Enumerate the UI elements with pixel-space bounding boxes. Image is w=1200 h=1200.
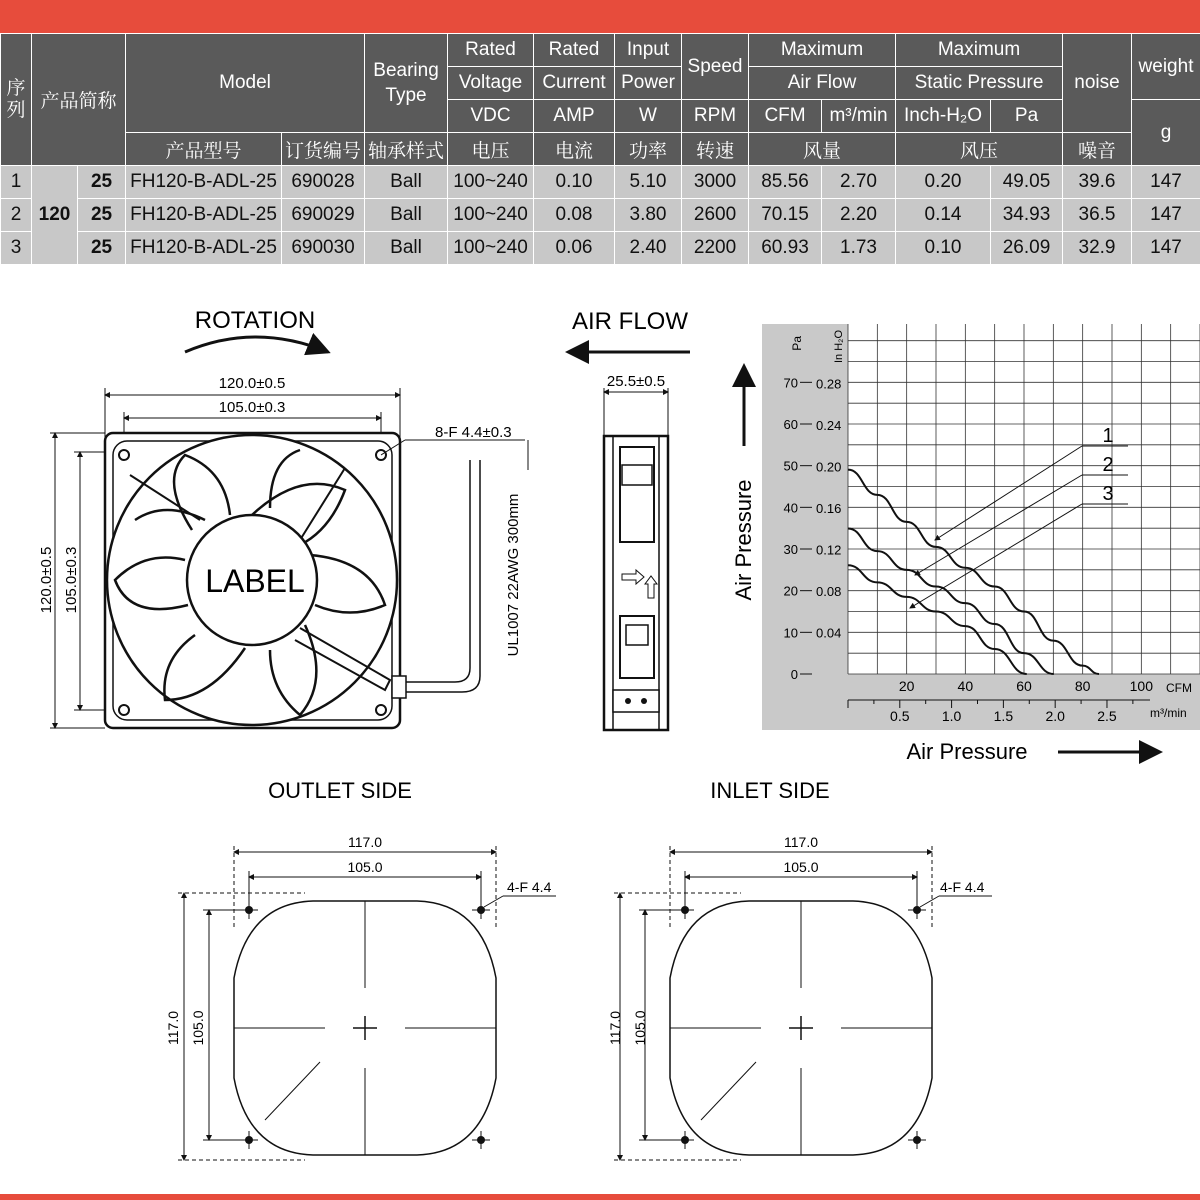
pa-tick-label: 50 (783, 458, 798, 474)
cell-current: 0.06 (534, 232, 615, 265)
cell-power: 5.10 (615, 166, 682, 199)
cell-thick: 25 (78, 199, 126, 232)
cfm-tick-label: 60 (1016, 678, 1032, 694)
hdr-name-cn: 产品简称 (32, 34, 126, 166)
inlet-dim-hole-height: 105.0 (632, 1010, 648, 1046)
screw-icon (641, 698, 647, 704)
hdr-max-airflow: Maximum (749, 34, 896, 67)
hdr-model-cn: 产品型号 (126, 133, 282, 166)
cell-order: 690028 (282, 166, 365, 199)
inlet-title: INLET SIDE (710, 778, 830, 803)
hdr-max-pressure: Maximum (896, 34, 1063, 67)
curve-label-1: 1 (1102, 425, 1114, 447)
hdr-rated-2: Rated (534, 34, 615, 67)
cfm-tick-label: 100 (1129, 678, 1154, 694)
outlet-holes-note: 4-F 4.4 (507, 879, 552, 895)
inlet-holes-note: 4-F 4.4 (940, 879, 985, 895)
front-view (38, 307, 528, 728)
cell-power: 2.40 (615, 232, 682, 265)
hdr-speed-cn: 转速 (682, 133, 749, 166)
hdr-weight: weight (1132, 34, 1200, 100)
side-view (568, 308, 690, 730)
hdr-air-flow: Air Flow (749, 67, 896, 100)
outlet-dim-hole-height: 105.0 (190, 1010, 206, 1046)
hdr-model: Model (126, 34, 365, 133)
cell-model: FH120-B-ADL-25 (126, 166, 282, 199)
hdr-speed: Speed (682, 34, 749, 100)
hdr-g: g (1132, 100, 1200, 166)
m3-tick-label: 2.0 (1045, 708, 1065, 724)
airflow-label: AIR FLOW (571, 308, 689, 335)
hdr-noise: noise (1063, 34, 1132, 133)
mount-hole-icon (119, 450, 129, 460)
pa-tick-label: 30 (783, 542, 798, 557)
cell-m3: 1.73 (822, 232, 896, 265)
cell-order: 690029 (282, 199, 365, 232)
cell-noise: 32.9 (1063, 232, 1132, 265)
hdr-w: W (615, 100, 682, 133)
hdr-m3min: m³/min (822, 100, 896, 133)
cable-wire (392, 460, 480, 692)
hdr-order-cn: 订货编号 (282, 133, 365, 166)
cfm-tick-label: 40 (957, 678, 974, 694)
cell-weight: 147 (1132, 232, 1200, 265)
unit-m3min: m³/min (1150, 706, 1187, 720)
hdr-rpm: RPM (682, 100, 749, 133)
cell-weight: 147 (1132, 199, 1200, 232)
hdr-cfm: CFM (749, 100, 822, 133)
curve-label-3: 3 (1102, 483, 1114, 505)
dim-thickness: 25.5±0.5 (606, 373, 666, 390)
cell-m3: 2.70 (822, 166, 896, 199)
cell-cfm: 60.93 (749, 232, 822, 265)
cell-model: FH120-B-ADL-25 (126, 232, 282, 265)
hdr-voltage-cn: 电压 (448, 133, 534, 166)
bottom-accent-bar (0, 1194, 1200, 1200)
hdr-current: Current (534, 67, 615, 100)
cell-current: 0.08 (534, 199, 615, 232)
cell-noise: 36.5 (1063, 199, 1132, 232)
hdr-voltage: Voltage (448, 67, 534, 100)
cable-wire (392, 460, 470, 682)
hdr-current-cn: 电流 (534, 133, 615, 166)
cell-bearing: Ball (365, 166, 448, 199)
hub-label: LABEL (205, 563, 305, 599)
m3-tick-label: 2.5 (1097, 708, 1117, 724)
hdr-rated-1: Rated (448, 34, 534, 67)
m3-tick-label: 1.0 (941, 708, 962, 724)
hdr-bearing: Bearing Type (365, 34, 448, 133)
rotation-arrow-icon (185, 337, 328, 352)
cell-cfm: 85.56 (749, 166, 822, 199)
cable-grommet (392, 676, 406, 698)
cell-bearing: Ball (365, 199, 448, 232)
unit-cfm: CFM (1166, 681, 1192, 695)
cell-speed: 2600 (682, 199, 749, 232)
cell-noise: 39.6 (1063, 166, 1132, 199)
outlet-dim-hole-width: 105.0 (347, 859, 383, 875)
cell-model: FH120-B-ADL-25 (126, 199, 282, 232)
cell-voltage: 100~240 (448, 166, 534, 199)
cell-inch: 0.20 (896, 166, 991, 199)
inlet-dim-height: 117.0 (607, 1011, 623, 1045)
hdr-bearing-cn: 轴承样式 (365, 133, 448, 166)
leader-line (484, 896, 503, 907)
inh2o-tick-label: 0.28 (816, 376, 842, 392)
cell-current: 0.10 (534, 166, 615, 199)
hdr-vdc: VDC (448, 100, 534, 133)
pa-tick-label: 20 (783, 583, 798, 599)
outlet-title: OUTLET SIDE (268, 778, 412, 803)
inh2o-tick-label: 0.24 (816, 417, 842, 433)
hdr-input: Input (615, 34, 682, 67)
cable-note: UL1007 22AWG 300mm (505, 493, 522, 657)
outlet-dim-width: 117.0 (348, 834, 382, 850)
inlet-dim-hole-width: 105.0 (783, 859, 819, 875)
inh2o-tick-label: 0.08 (816, 583, 842, 599)
hdr-pressure-cn: 风压 (896, 133, 1063, 166)
m3-tick-label: 1.5 (993, 708, 1014, 724)
hdr-seq: 序列 (1, 34, 32, 166)
hdr-power-cn: 功率 (615, 133, 682, 166)
cell-power: 3.80 (615, 199, 682, 232)
dim-outer-width: 120.0±0.5 (218, 375, 286, 392)
cell-voltage: 100~240 (448, 232, 534, 265)
m3-tick-label: 0.5 (890, 708, 910, 724)
pa-tick-label: 10 (783, 625, 798, 641)
hdr-power: Power (615, 67, 682, 100)
mount-hole-icon (376, 705, 386, 715)
inh2o-tick-label: 0.16 (816, 500, 842, 516)
cell-voltage: 100~240 (448, 199, 534, 232)
cell-speed: 3000 (682, 166, 749, 199)
inh2o-tick-label: 0.12 (816, 542, 842, 558)
cell-order: 690030 (282, 232, 365, 265)
pa-tick-label: 70 (783, 375, 798, 391)
cell-seq: 1 (1, 166, 32, 199)
cell-inch: 0.14 (896, 199, 991, 232)
hdr-noise-cn: 噪音 (1063, 133, 1132, 166)
curve-label-2: 2 (1102, 454, 1114, 476)
unit-pa: Pa (790, 336, 804, 351)
cell-speed: 2200 (682, 232, 749, 265)
hdr-static-pressure: Static Pressure (896, 67, 1063, 100)
screw-icon (625, 698, 631, 704)
cell-size: 120 (32, 166, 78, 265)
cell-cfm: 70.15 (749, 199, 822, 232)
mount-hole-icon (119, 705, 129, 715)
pq-chart (731, 324, 1200, 764)
dim-outer-height: 120.0±0.5 (38, 546, 55, 614)
pa-tick-label: 0 (790, 667, 798, 682)
leader-line (920, 896, 939, 907)
hdr-pa: Pa (991, 100, 1063, 133)
dim-hole-width: 105.0±0.3 (218, 399, 286, 416)
cell-seq: 3 (1, 232, 32, 265)
hdr-inch-h2o: Inch-H₂O (896, 100, 991, 133)
cell-m3: 2.20 (822, 199, 896, 232)
pa-tick-label: 40 (783, 500, 798, 516)
cfm-tick-label: 20 (898, 678, 915, 694)
cfm-tick-label: 80 (1074, 678, 1091, 694)
side-connector (613, 690, 659, 712)
outlet-view (165, 778, 556, 1160)
outlet-dim-height: 117.0 (165, 1011, 181, 1045)
cell-seq: 2 (1, 199, 32, 232)
cell-bearing: Ball (365, 232, 448, 265)
cell-inch: 0.10 (896, 232, 991, 265)
inlet-view (607, 778, 992, 1160)
rotation-label: ROTATION (194, 307, 316, 334)
y-axis-label: Air Pressure (731, 479, 756, 601)
cell-thick: 25 (78, 166, 126, 199)
inh2o-tick-label: 0.20 (816, 459, 842, 475)
pa-tick-label: 60 (783, 417, 798, 432)
cell-thick: 25 (78, 232, 126, 265)
cell-weight: 147 (1132, 166, 1200, 199)
inlet-dim-width: 117.0 (784, 834, 818, 850)
cell-pa: 34.93 (991, 199, 1063, 232)
cell-pa: 49.05 (991, 166, 1063, 199)
unit-inh2o: In H₂O (833, 330, 845, 363)
dim-hole-height: 105.0±0.3 (63, 546, 80, 614)
inh2o-tick-label: 0.04 (816, 625, 842, 641)
x-axis-label: Air Pressure (906, 739, 1028, 764)
side-window-top (620, 447, 654, 542)
hdr-airflow-cn: 风量 (749, 133, 896, 166)
hdr-amp: AMP (534, 100, 615, 133)
cell-pa: 26.09 (991, 232, 1063, 265)
holes-note: 8-F 4.4±0.3 (435, 424, 512, 441)
